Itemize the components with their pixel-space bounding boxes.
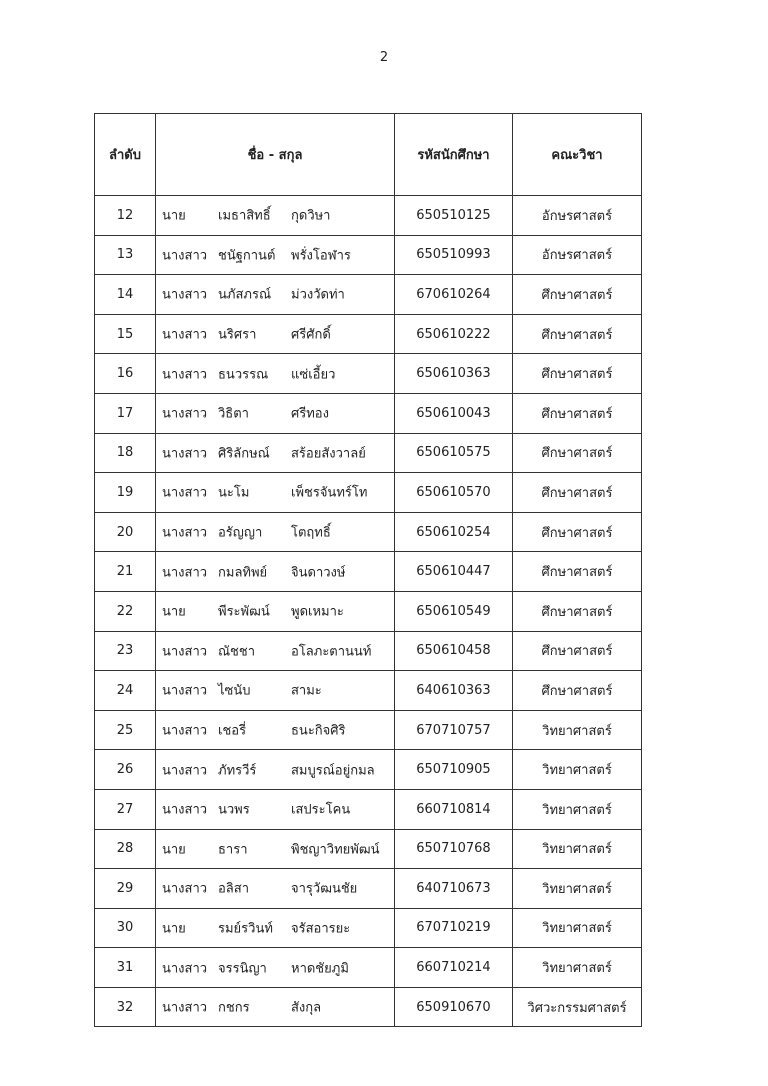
first-name: อลิสา bbox=[218, 881, 250, 897]
student-id: 640710673 bbox=[395, 869, 513, 909]
name-title: นางสาว bbox=[162, 565, 208, 581]
faculty: ศึกษาศาสตร์ bbox=[513, 433, 642, 473]
first-name: ไซนับ bbox=[218, 683, 251, 699]
student-id: 640610363 bbox=[395, 671, 513, 711]
full-name-cell bbox=[156, 829, 395, 869]
table-row bbox=[95, 473, 642, 513]
student-id: 660710814 bbox=[395, 789, 513, 829]
row-number: 32 bbox=[95, 987, 156, 1027]
first-name: นริศรา bbox=[218, 327, 257, 343]
full-name-cell bbox=[156, 789, 395, 829]
row-number: 17 bbox=[95, 393, 156, 433]
table-row bbox=[95, 829, 642, 869]
first-name: ณัชชา bbox=[218, 644, 256, 660]
row-number: 23 bbox=[95, 631, 156, 671]
faculty: ศึกษาศาสตร์ bbox=[513, 671, 642, 711]
faculty: วิทยาศาสตร์ bbox=[513, 908, 642, 948]
full-name-cell bbox=[156, 196, 395, 236]
table-row bbox=[95, 750, 642, 790]
faculty: วิทยาศาสตร์ bbox=[513, 789, 642, 829]
last-name: พูดเหมาะ bbox=[291, 604, 344, 620]
table-row bbox=[95, 354, 642, 394]
student-id: 650610043 bbox=[395, 393, 513, 433]
table-row bbox=[95, 671, 642, 711]
row-number: 20 bbox=[95, 512, 156, 552]
student-id: 650610549 bbox=[395, 591, 513, 631]
name-title: นางสาว bbox=[162, 683, 208, 699]
table-row bbox=[95, 948, 642, 988]
row-number: 28 bbox=[95, 829, 156, 869]
last-name: โตฤทธิ์ bbox=[291, 525, 331, 541]
row-number: 26 bbox=[95, 750, 156, 790]
row-number: 30 bbox=[95, 908, 156, 948]
last-name: จารุวัฒนชัย bbox=[291, 881, 358, 897]
full-name-cell bbox=[156, 552, 395, 592]
first-name: กมลทิพย์ bbox=[218, 565, 268, 581]
first-name: กชกร bbox=[218, 1000, 250, 1016]
name-title: นางสาว bbox=[162, 644, 208, 660]
name-title: นางสาว bbox=[162, 802, 208, 818]
row-number: 19 bbox=[95, 473, 156, 513]
faculty: ศึกษาศาสตร์ bbox=[513, 512, 642, 552]
full-name-cell bbox=[156, 908, 395, 948]
last-name: พิชญาวิทยพัฒน์ bbox=[291, 842, 380, 858]
student-id: 650710905 bbox=[395, 750, 513, 790]
name-title: นาย bbox=[162, 842, 186, 858]
student-id: 650610254 bbox=[395, 512, 513, 552]
row-number: 13 bbox=[95, 235, 156, 275]
student-id: 650610575 bbox=[395, 433, 513, 473]
student-id: 650910670 bbox=[395, 987, 513, 1027]
faculty: ศึกษาศาสตร์ bbox=[513, 552, 642, 592]
name-title: นาย bbox=[162, 921, 186, 937]
full-name-cell bbox=[156, 869, 395, 909]
faculty: อักษรศาสตร์ bbox=[513, 235, 642, 275]
row-number: 14 bbox=[95, 275, 156, 315]
table-row bbox=[95, 869, 642, 909]
row-number: 21 bbox=[95, 552, 156, 592]
header-row bbox=[95, 114, 642, 196]
student-id: 650510125 bbox=[395, 196, 513, 236]
full-name-cell bbox=[156, 671, 395, 711]
full-name-cell bbox=[156, 631, 395, 671]
row-number: 25 bbox=[95, 710, 156, 750]
full-name-cell bbox=[156, 710, 395, 750]
table-row bbox=[95, 987, 642, 1027]
last-name: เพ็ชรจันทร์โท bbox=[291, 485, 368, 501]
row-number: 27 bbox=[95, 789, 156, 829]
full-name-cell bbox=[156, 235, 395, 275]
name-title: นางสาว bbox=[162, 525, 208, 541]
last-name: สมบูรณ์อยู่กมล bbox=[291, 763, 375, 779]
faculty: วิศวะกรรมศาสตร์ bbox=[513, 987, 642, 1027]
faculty: ศึกษาศาสตร์ bbox=[513, 354, 642, 394]
table-row bbox=[95, 631, 642, 671]
row-number: 29 bbox=[95, 869, 156, 909]
student-id: 660710214 bbox=[395, 948, 513, 988]
student-id: 650510993 bbox=[395, 235, 513, 275]
full-name-cell bbox=[156, 275, 395, 315]
name-title: นางสาว bbox=[162, 446, 208, 462]
last-name: พรั่งโอฬาร bbox=[291, 248, 351, 264]
first-name: อรัญญา bbox=[218, 525, 263, 541]
table-row bbox=[95, 314, 642, 354]
faculty: วิทยาศาสตร์ bbox=[513, 948, 642, 988]
student-id: 650610222 bbox=[395, 314, 513, 354]
faculty: อักษรศาสตร์ bbox=[513, 196, 642, 236]
last-name: อโลภะตานนท์ bbox=[291, 644, 372, 660]
first-name: จรรนิญา bbox=[218, 961, 267, 977]
faculty: ศึกษาศาสตร์ bbox=[513, 393, 642, 433]
full-name-cell bbox=[156, 948, 395, 988]
faculty: ศึกษาศาสตร์ bbox=[513, 591, 642, 631]
header-no: ลำดับ bbox=[95, 114, 156, 196]
last-name: กุดวิษา bbox=[291, 208, 331, 224]
faculty: ศึกษาศาสตร์ bbox=[513, 631, 642, 671]
table-body bbox=[95, 196, 642, 1027]
name-title: นาย bbox=[162, 208, 186, 224]
name-title: นางสาว bbox=[162, 367, 208, 383]
first-name: เมธาสิทธิ์ bbox=[218, 208, 271, 224]
first-name: พีระพัฒน์ bbox=[218, 604, 270, 620]
last-name: ม่วงวัดท่า bbox=[291, 287, 345, 303]
first-name: นภัสภรณ์ bbox=[218, 287, 272, 303]
table-row bbox=[95, 552, 642, 592]
last-name: ธนะกิจศิริ bbox=[291, 723, 346, 739]
first-name: ธนวรรณ bbox=[218, 367, 269, 383]
last-name: เสประโคน bbox=[291, 802, 351, 818]
page-number: 2 bbox=[379, 50, 389, 65]
name-title: นางสาว bbox=[162, 327, 208, 343]
name-title: นางสาว bbox=[162, 723, 208, 739]
full-name-cell bbox=[156, 512, 395, 552]
table-row bbox=[95, 512, 642, 552]
header-student-id: รหัสนักศึกษา bbox=[395, 114, 513, 196]
full-name-cell bbox=[156, 473, 395, 513]
first-name: นะโม bbox=[218, 485, 250, 501]
faculty: วิทยาศาสตร์ bbox=[513, 829, 642, 869]
name-title: นางสาว bbox=[162, 485, 208, 501]
last-name: แซ่เอี้ยว bbox=[291, 367, 336, 383]
last-name: สร้อยสังวาลย์ bbox=[291, 446, 366, 462]
last-name: จรัสอารยะ bbox=[291, 921, 351, 937]
table-row bbox=[95, 908, 642, 948]
student-id: 670610264 bbox=[395, 275, 513, 315]
row-number: 16 bbox=[95, 354, 156, 394]
student-id: 670710757 bbox=[395, 710, 513, 750]
faculty: ศึกษาศาสตร์ bbox=[513, 314, 642, 354]
table-row bbox=[95, 710, 642, 750]
name-title: นางสาว bbox=[162, 1000, 208, 1016]
first-name: รมย์รวินท์ bbox=[218, 921, 273, 937]
student-id: 670710219 bbox=[395, 908, 513, 948]
full-name-cell bbox=[156, 314, 395, 354]
full-name-cell bbox=[156, 987, 395, 1027]
table-row bbox=[95, 196, 642, 236]
table-row bbox=[95, 789, 642, 829]
last-name: ศรีศักดิ์ bbox=[291, 327, 331, 343]
row-number: 24 bbox=[95, 671, 156, 711]
full-name-cell bbox=[156, 433, 395, 473]
student-id: 650610447 bbox=[395, 552, 513, 592]
first-name: เชอรี่ bbox=[218, 723, 247, 739]
name-title: นางสาว bbox=[162, 406, 208, 422]
last-name: จินดาวงษ์ bbox=[291, 565, 346, 581]
row-number: 22 bbox=[95, 591, 156, 631]
last-name: สามะ bbox=[291, 683, 322, 699]
faculty: วิทยาศาสตร์ bbox=[513, 750, 642, 790]
header-faculty: คณะวิชา bbox=[513, 114, 642, 196]
faculty: วิทยาศาสตร์ bbox=[513, 710, 642, 750]
first-name: ศิริลักษณ์ bbox=[218, 446, 270, 462]
table-header bbox=[95, 114, 642, 196]
name-title: นางสาว bbox=[162, 763, 208, 779]
student-id: 650710768 bbox=[395, 829, 513, 869]
student-roster-table bbox=[94, 113, 642, 1027]
faculty: ศึกษาศาสตร์ bbox=[513, 473, 642, 513]
first-name: นวพร bbox=[218, 802, 250, 818]
first-name: ภัทรวีร์ bbox=[218, 763, 257, 779]
row-number: 31 bbox=[95, 948, 156, 988]
last-name: สังกุล bbox=[291, 1000, 322, 1016]
last-name: ศรีทอง bbox=[291, 406, 329, 422]
row-number: 18 bbox=[95, 433, 156, 473]
row-number: 15 bbox=[95, 314, 156, 354]
first-name: ชนัฐกานต์ bbox=[218, 248, 276, 264]
full-name-cell bbox=[156, 354, 395, 394]
student-id: 650610570 bbox=[395, 473, 513, 513]
name-title: นางสาว bbox=[162, 248, 208, 264]
table-row bbox=[95, 275, 642, 315]
full-name-cell bbox=[156, 750, 395, 790]
name-title: นางสาว bbox=[162, 961, 208, 977]
name-title: นางสาว bbox=[162, 287, 208, 303]
last-name: หาดชัยภูมิ bbox=[291, 961, 349, 977]
table-row bbox=[95, 433, 642, 473]
faculty: ศึกษาศาสตร์ bbox=[513, 275, 642, 315]
first-name: วิธิตา bbox=[218, 406, 249, 422]
table-row bbox=[95, 393, 642, 433]
full-name-cell bbox=[156, 393, 395, 433]
row-number: 12 bbox=[95, 196, 156, 236]
header-name: ชื่อ - สกุล bbox=[156, 114, 395, 196]
faculty: วิทยาศาสตร์ bbox=[513, 869, 642, 909]
first-name: ธารา bbox=[218, 842, 248, 858]
full-name-cell bbox=[156, 591, 395, 631]
table-row bbox=[95, 591, 642, 631]
name-title: นาย bbox=[162, 604, 186, 620]
student-id: 650610363 bbox=[395, 354, 513, 394]
student-id: 650610458 bbox=[395, 631, 513, 671]
table-row bbox=[95, 235, 642, 275]
name-title: นางสาว bbox=[162, 881, 208, 897]
